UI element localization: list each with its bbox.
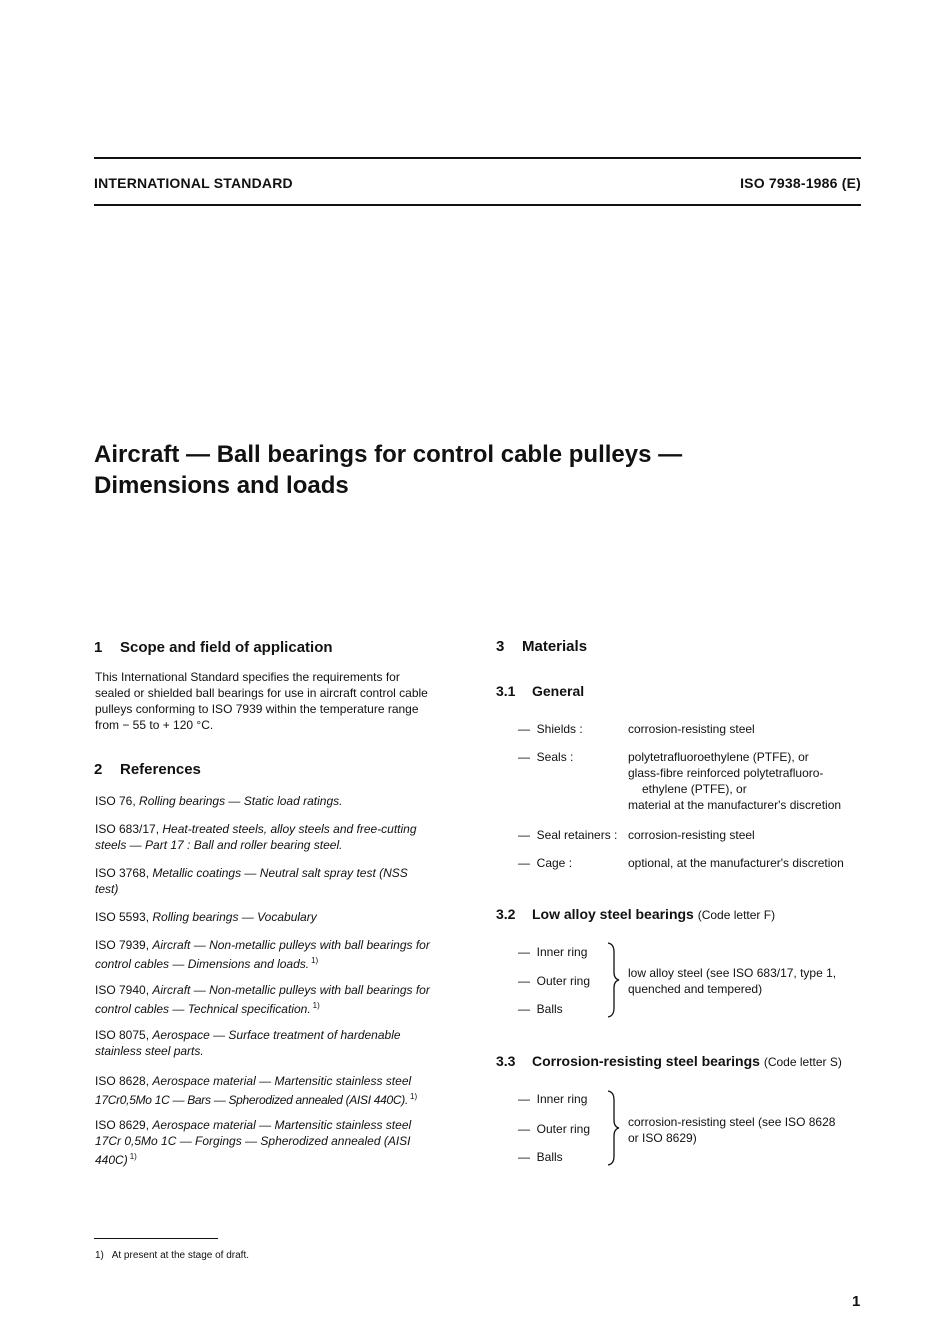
part-label: Outer ring <box>536 974 591 988</box>
header-top-rule <box>94 157 861 159</box>
reference-iso-8075 <box>95 1027 461 1059</box>
item-desc: polytetrafluoroethylene (PTFE), or <box>628 750 809 764</box>
part-label: Inner ring <box>536 945 588 959</box>
item-cage <box>518 855 572 871</box>
ref-title: Aerospace — Surface treatment of hardenable <box>152 1028 401 1042</box>
part-inner-ring <box>518 944 587 960</box>
section-1-title: Scope and field of application <box>120 639 333 656</box>
item-desc: glass-fibre reinforced polytetrafluoro- <box>628 766 824 780</box>
section-3-1-heading <box>496 683 584 699</box>
reference-iso-8629 <box>95 1117 461 1168</box>
page-number: 1 <box>852 1293 861 1310</box>
ref-title-cont: stainless steel parts. <box>95 1044 204 1058</box>
reference-iso-8628 <box>95 1073 461 1108</box>
dash: — <box>518 1092 530 1106</box>
ref-title-cont: 17Cr0,5Mo 1C — Bars — Spherodized annealed (AISI 440C). <box>95 1093 409 1107</box>
ref-title-cont: test) <box>95 882 119 896</box>
ref-code: ISO 76, <box>95 794 136 808</box>
footnote-ref: 1) <box>410 1092 418 1101</box>
section-2-number: 2 <box>94 761 103 778</box>
part-label: Balls <box>536 1002 563 1016</box>
dash: — <box>518 974 530 988</box>
ref-title: Rolling bearings — Vocabulary <box>152 910 317 924</box>
footnote-mark: 1) <box>95 1250 104 1261</box>
reference-iso-7939 <box>95 937 461 972</box>
section-3-title: Materials <box>522 638 588 655</box>
section-3-2-desc <box>628 965 836 997</box>
right-brace-icon <box>606 1090 620 1166</box>
ref-title-cont: 17Cr 0,5Mo 1C — Forgings — Spherodized annealed (AISI <box>95 1134 411 1148</box>
dash: — <box>518 1122 530 1136</box>
reference-iso-7940 <box>95 982 461 1017</box>
footnote-ref: 1) <box>129 1152 137 1161</box>
item-seals-desc <box>628 749 841 813</box>
dash: — <box>518 1150 530 1164</box>
part-outer-ring <box>518 1121 590 1137</box>
body-line: This International Standard specifies the requirements for <box>95 670 400 684</box>
dash: — <box>518 945 530 959</box>
reference-iso-76 <box>95 793 461 809</box>
body-line: pulleys conforming to ISO 7939 within the temperature range <box>95 702 419 716</box>
item-label: Seals : <box>536 750 574 764</box>
part-inner-ring <box>518 1091 587 1107</box>
footnote-text: At present at the stage of draft. <box>111 1250 250 1261</box>
section-3-3-title: Corrosion-resisting steel bearings <box>532 1053 760 1069</box>
section-3-2-heading <box>496 906 775 922</box>
item-desc: optional, at the manufacturer's discretion <box>628 856 844 870</box>
desc-line: quenched and tempered) <box>628 982 763 996</box>
reference-iso-5593 <box>95 909 461 925</box>
ref-code: ISO 683/17, <box>95 822 160 836</box>
body-line: from − 55 to + 120 °C. <box>95 718 214 732</box>
reference-iso-3768 <box>95 865 461 897</box>
section-3-1-title: General <box>532 683 585 699</box>
part-balls <box>518 1001 563 1017</box>
item-desc: corrosion-resisting steel <box>628 828 755 842</box>
footnote-ref: 1) <box>311 956 319 965</box>
part-label: Inner ring <box>536 1092 588 1106</box>
item-desc: corrosion-resisting steel <box>628 722 755 736</box>
dash: — <box>518 828 530 842</box>
item-label: Seal retainers : <box>536 828 618 842</box>
header-left: INTERNATIONAL STANDARD <box>94 175 293 191</box>
ref-title: Aircraft — Non-metallic pulleys with ball bearings for <box>152 938 430 952</box>
section-3-3-number: 3.3 <box>496 1053 516 1069</box>
part-balls <box>518 1149 563 1165</box>
item-seal-retainers <box>518 827 617 843</box>
ref-code: ISO 8075, <box>95 1028 150 1042</box>
item-desc: ethylene (PTFE), or <box>642 782 747 796</box>
item-seals <box>518 749 573 765</box>
section-3-2-number: 3.2 <box>496 906 516 922</box>
desc-line: or ISO 8629) <box>628 1131 697 1145</box>
title-line-1: Aircraft — Ball bearings for control cable pulleys — <box>94 441 683 468</box>
footnote-rule <box>94 1238 218 1239</box>
ref-title-cont: control cables — Dimensions and loads. <box>95 957 310 971</box>
dash: — <box>518 722 530 736</box>
ref-code: ISO 5593, <box>95 910 150 924</box>
document-title <box>94 439 874 501</box>
section-2-title: References <box>120 761 201 778</box>
ref-title-cont: control cables — Technical specification. <box>95 1002 311 1016</box>
body-line: sealed or shielded ball bearings for use in aircraft control cable <box>95 686 428 700</box>
item-shields <box>518 721 583 737</box>
dash: — <box>518 1002 530 1016</box>
dash: — <box>518 750 530 764</box>
ref-title-cont: steels — Part 17 : Ball and roller bearing steel. <box>95 838 343 852</box>
header-bottom-rule <box>94 204 861 206</box>
item-label: Shields : <box>536 722 583 736</box>
item-label: Cage : <box>536 856 573 870</box>
desc-line: corrosion-resisting steel (see ISO 8628 <box>628 1115 836 1129</box>
item-seal-retainers-desc <box>628 827 755 843</box>
ref-title: Aircraft — Non-metallic pulleys with ball bearings for <box>152 983 430 997</box>
section-1-heading <box>94 639 333 656</box>
ref-code: ISO 3768, <box>95 866 150 880</box>
section-3-3-code: (Code letter S) <box>763 1055 842 1069</box>
desc-line: low alloy steel (see ISO 683/17, type 1, <box>628 966 837 980</box>
dash: — <box>518 856 530 870</box>
right-brace-icon <box>606 942 620 1018</box>
part-label: Balls <box>536 1150 563 1164</box>
section-3-3-heading <box>496 1053 842 1069</box>
ref-code: ISO 7940, <box>95 983 150 997</box>
ref-title: Metallic coatings — Neutral salt spray test (NSS <box>152 866 408 880</box>
section-3-1-number: 3.1 <box>496 683 516 699</box>
item-cage-desc <box>628 855 844 871</box>
item-desc: material at the manufacturer's discretion <box>628 798 842 812</box>
part-outer-ring <box>518 973 590 989</box>
ref-title: Aerospace material — Martensitic stainless steel <box>152 1074 412 1088</box>
ref-code: ISO 8629, <box>95 1118 150 1132</box>
section-3-2-title: Low alloy steel bearings <box>532 906 694 922</box>
section-3-number: 3 <box>496 638 505 655</box>
header-right: ISO 7938-1986 (E) <box>740 175 861 191</box>
section-3-2-code: (Code letter F) <box>697 908 776 922</box>
section-2-heading <box>94 761 201 778</box>
footnote-ref: 1) <box>312 1001 320 1010</box>
ref-title: Rolling bearings — Static load ratings. <box>139 794 343 808</box>
reference-iso-683-17 <box>95 821 461 853</box>
section-1-body <box>95 669 465 733</box>
section-1-number: 1 <box>94 639 103 656</box>
ref-code: ISO 7939, <box>95 938 150 952</box>
section-3-3-desc <box>628 1114 835 1146</box>
ref-code: ISO 8628, <box>95 1074 150 1088</box>
ref-title-cont: 440C) <box>95 1153 128 1167</box>
ref-title: Aerospace material — Martensitic stainless steel <box>152 1118 412 1132</box>
section-3-heading <box>496 638 587 655</box>
item-shields-desc <box>628 721 755 737</box>
part-label: Outer ring <box>536 1122 591 1136</box>
footnote <box>95 1250 249 1261</box>
ref-title: Heat-treated steels, alloy steels and free-cutting <box>162 822 417 836</box>
title-line-2: Dimensions and loads <box>94 472 349 499</box>
